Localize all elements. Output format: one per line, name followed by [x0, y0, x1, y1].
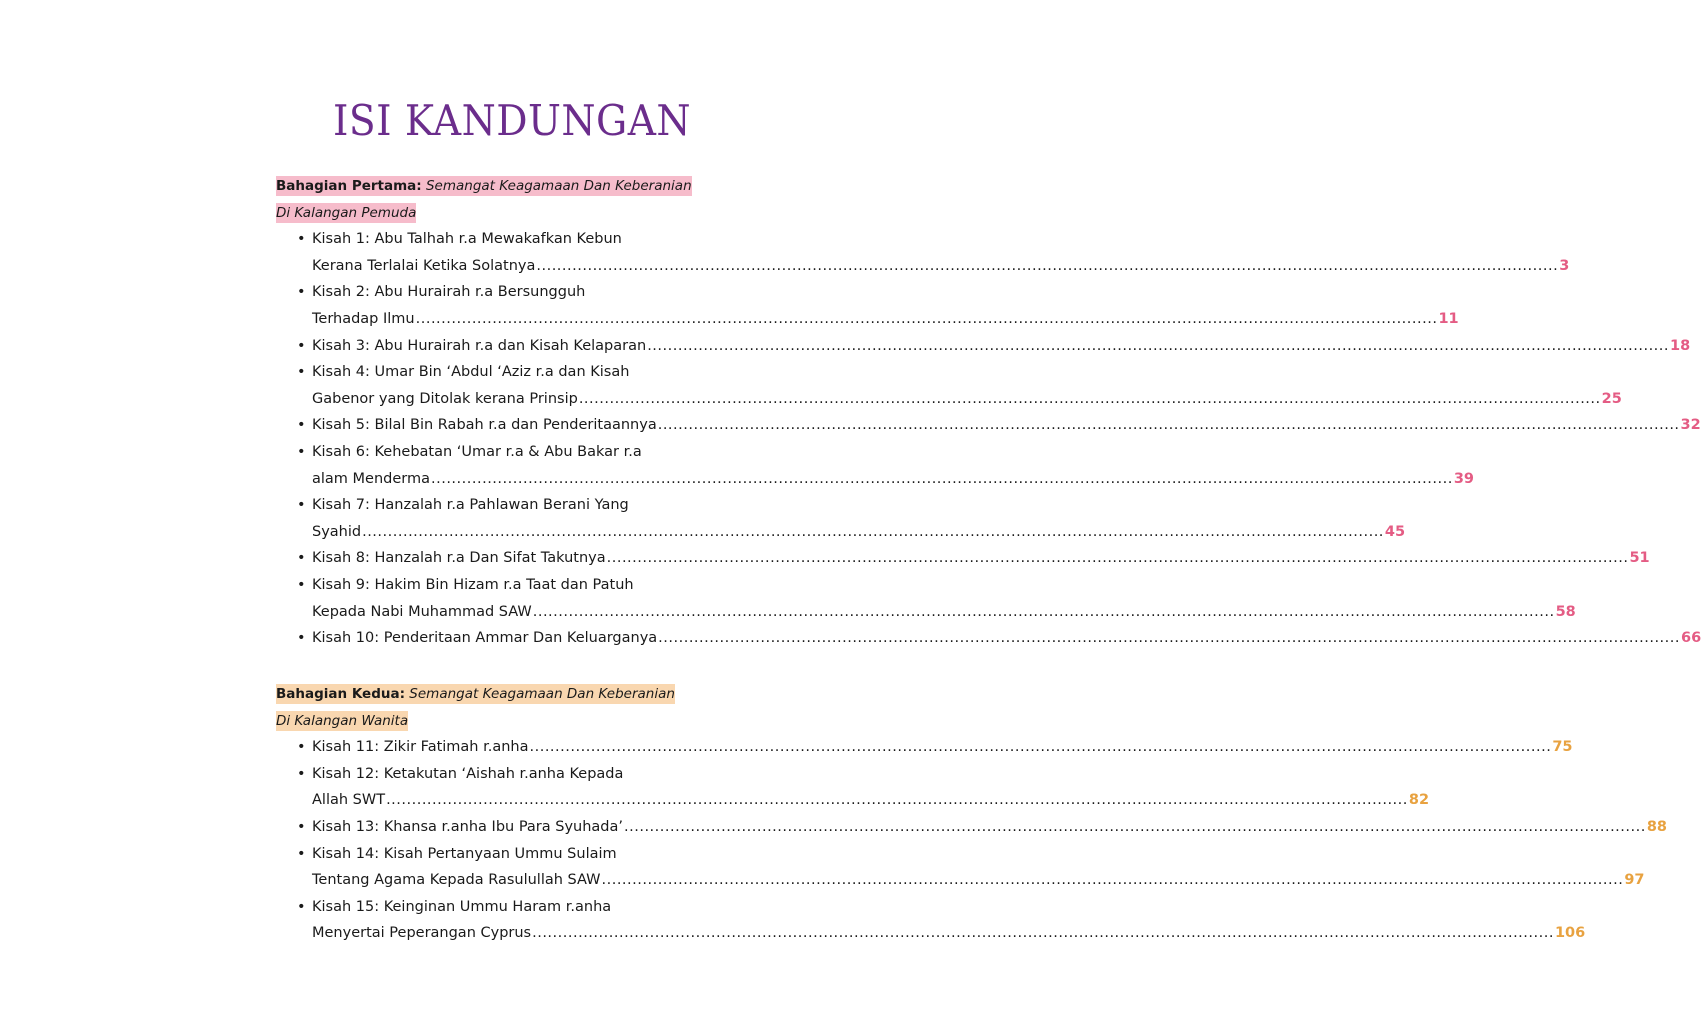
toc-entry-title: Kisah 14: Kisah Pertanyaan Ummu Sulaim	[312, 845, 617, 862]
page-number: 39	[1453, 470, 1475, 487]
bullet-icon: •	[297, 898, 306, 915]
page-number: 82	[1408, 792, 1430, 809]
toc-entry-title: Kisah 4: Umar Bin ‘Abdul ‘Aziz r.a dan Kisah	[312, 364, 630, 381]
part-two-label: Bahagian Kedua:	[276, 686, 405, 702]
dot-leader: ........................................................................................................................................................................................................	[532, 925, 1554, 942]
toc-entry	[276, 545, 1650, 572]
toc-entry	[276, 572, 1576, 625]
bullet-icon: •	[297, 550, 306, 567]
dot-leader: ........................................................................................................................................................................................................	[647, 337, 1670, 354]
toc-entry	[276, 226, 1570, 279]
page-number: 51	[1629, 550, 1650, 567]
part-one-label: Bahagian Pertama:	[276, 178, 422, 194]
page-number: 106	[1554, 925, 1586, 942]
page-number: 32	[1680, 417, 1701, 434]
part-one-subtitle: Semangat Keagamaan Dan Keberanian	[425, 178, 692, 194]
toc-entry-title: Kisah 13: Khansa r.anha Ibu Para Syuhada’	[312, 818, 624, 835]
toc-entry-title-cont: Allah SWT	[312, 792, 386, 809]
toc-entry-title: Kisah 8: Hanzalah r.a Dan Sifat Takutnya	[312, 550, 606, 567]
toc-entry-title-cont: Tentang Agama Kepada Rasulullah SAW	[312, 872, 601, 889]
bullet-icon: •	[297, 337, 306, 354]
toc-entry-title: Kisah 12: Ketakutan ‘Aishah r.anha Kepada	[312, 765, 624, 782]
bullet-icon: •	[297, 765, 306, 782]
toc-entry-title-cont: Gabenor yang Ditolak kerana Prinsip	[312, 390, 578, 407]
dot-leader: ........................................................................................................................................................................................................	[658, 630, 1680, 647]
toc-entry-title-cont: Kepada Nabi Muhammad SAW	[312, 603, 532, 620]
page-number: 18	[1670, 337, 1691, 354]
dot-leader: ........................................................................................................................................................................................................	[532, 603, 1555, 620]
toc-entry	[276, 761, 1430, 814]
part-two-header	[276, 681, 758, 734]
part-one-header	[276, 173, 758, 226]
bullet-icon: •	[297, 818, 306, 835]
bullet-icon: •	[297, 284, 306, 301]
toc-entry	[276, 894, 1586, 947]
bullet-icon: •	[297, 443, 306, 460]
bullet-icon: •	[297, 630, 306, 647]
page-number: 97	[1624, 872, 1645, 889]
toc-entry-title: Kisah 2: Abu Hurairah r.a Bersungguh	[312, 284, 586, 301]
toc-entry-title-cont: Menyertai Peperangan Cyprus	[312, 925, 532, 942]
bullet-icon: •	[297, 364, 306, 381]
bullet-icon: •	[297, 845, 306, 862]
bullet-icon: •	[297, 497, 306, 514]
bullet-icon: •	[297, 231, 306, 248]
page-number: 88	[1646, 818, 1668, 835]
dot-leader: ........................................................................................................................................................................................................	[601, 872, 1624, 889]
toc-entry	[276, 279, 1459, 332]
page-number: 58	[1555, 603, 1576, 620]
part-two-subtitle-cont: Di Kalangan Wanita	[276, 712, 409, 729]
toc-entry	[276, 439, 1475, 492]
part-one-section	[276, 173, 1701, 652]
dot-leader: ........................................................................................................................................................................................................	[624, 818, 1646, 835]
dot-leader: ........................................................................................................................................................................................................	[536, 257, 1559, 274]
toc-entry	[276, 814, 1668, 841]
dot-leader: ........................................................................................................................................................................................................	[529, 739, 1552, 756]
toc-entry	[276, 333, 1691, 360]
toc-entry-title: Kisah 7: Hanzalah r.a Pahlawan Berani Yang	[312, 497, 629, 514]
bullet-icon: •	[297, 576, 306, 593]
part-two-list	[276, 734, 1668, 947]
toc-entry	[276, 841, 1645, 894]
part-two-section	[276, 681, 1668, 947]
toc-entry-title: Kisah 15: Keinginan Ummu Haram r.anha	[312, 898, 612, 915]
bullet-icon: •	[297, 417, 306, 434]
toc-entry	[276, 412, 1701, 439]
toc-entry-title: Kisah 5: Bilal Bin Rabah r.a dan Penderitaannya	[312, 417, 657, 434]
page-number: 45	[1384, 523, 1406, 540]
part-two-subtitle: Semangat Keagamaan Dan Keberanian	[409, 686, 675, 702]
dot-leader: ........................................................................................................................................................................................................	[415, 310, 1438, 327]
page-number: 11	[1438, 310, 1459, 327]
dot-leader: ........................................................................................................................................................................................................	[362, 523, 1384, 540]
dot-leader: ........................................................................................................................................................................................................	[431, 470, 1453, 487]
bullet-icon: •	[297, 739, 306, 756]
toc-entry-title: Kisah 10: Penderitaan Ammar Dan Keluarganya	[312, 630, 658, 647]
toc-entry-title: Kisah 1: Abu Talhah r.a Mewakafkan Kebun	[312, 231, 622, 248]
part-one-subtitle-cont: Di Kalangan Pemuda	[276, 204, 417, 221]
toc-entry-title: Kisah 3: Abu Hurairah r.a dan Kisah Kelaparan	[312, 337, 647, 354]
toc-entry	[276, 734, 1573, 761]
page-number: 75	[1552, 739, 1573, 756]
page-number: 25	[1601, 390, 1622, 407]
toc-entry	[276, 492, 1406, 545]
dot-leader: ........................................................................................................................................................................................................	[657, 417, 1680, 434]
toc-entry-title: Kisah 11: Zikir Fatimah r.anha	[312, 739, 529, 756]
toc-entry-title-cont: Kerana Terlalai Ketika Solatnya	[312, 257, 536, 274]
page-number: 66	[1681, 630, 1701, 647]
page-number: 3	[1559, 257, 1570, 274]
dot-leader: ........................................................................................................................................................................................................	[578, 390, 1601, 407]
page-title: ISI KANDUNGAN	[332, 96, 692, 145]
part-one-list	[276, 226, 1701, 652]
toc-entry	[276, 625, 1701, 652]
toc-entry-title-cont: Syahid	[312, 523, 362, 540]
toc-entry	[276, 359, 1622, 412]
toc-entry-title: Kisah 9: Hakim Bin Hizam r.a Taat dan Patuh	[312, 576, 634, 593]
dot-leader: ........................................................................................................................................................................................................	[606, 550, 1629, 567]
dot-leader: ........................................................................................................................................................................................................	[386, 792, 1408, 809]
toc-entry-title: Kisah 6: Kehebatan ‘Umar r.a & Abu Bakar r.a	[312, 443, 642, 460]
toc-entry-title-cont: alam Menderma	[312, 470, 430, 487]
toc-entry-title-cont: Terhadap Ilmu	[312, 310, 415, 327]
